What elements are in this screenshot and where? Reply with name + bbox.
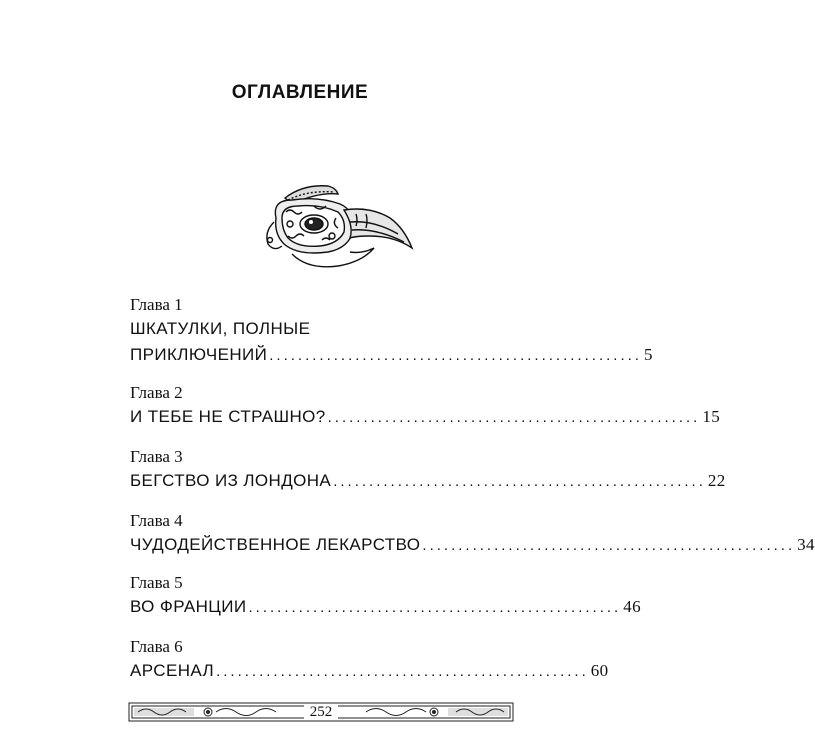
toc-entry-1[interactable]	[130, 294, 653, 369]
chapter-title-line: ШКАТУЛКИ, ПОЛНЫЕ	[130, 319, 311, 338]
page-number: 60	[590, 661, 609, 680]
toc-entry-5[interactable]	[130, 572, 642, 621]
chapter-label: Глава 5	[130, 573, 183, 592]
plague-doctor-mask-icon	[258, 178, 416, 278]
chapter-title	[130, 316, 653, 369]
chapter-title-line: ЧУДОДЕЙСТВЕННОЕ ЛЕКАРСТВО	[130, 535, 421, 554]
toc-entry-2[interactable]	[130, 382, 721, 431]
page-number: 15	[702, 407, 721, 426]
folio-page-number: 252	[304, 704, 339, 720]
chapter-title	[130, 468, 726, 495]
page-number: 46	[623, 597, 642, 616]
toc-entry-3[interactable]	[130, 446, 726, 495]
chapter-label: Глава 6	[130, 637, 183, 656]
chapter-title-line: ПРИКЛЮЧЕНИЙ	[130, 345, 268, 364]
toc-entry-6[interactable]	[130, 636, 609, 685]
chapter-title	[130, 532, 815, 559]
page-number: 5	[643, 345, 653, 364]
chapter-label: Глава 2	[130, 383, 183, 402]
chapter-title	[130, 658, 609, 685]
page-number: 22	[707, 471, 726, 490]
chapter-title-line: БЕГСТВО ИЗ ЛОНДОНА	[130, 471, 332, 490]
chapter-label: Глава 3	[130, 447, 183, 466]
chapter-title	[130, 404, 721, 431]
dot-leader: ....................................................	[248, 599, 622, 616]
dot-leader: ....................................................	[327, 409, 701, 426]
toc-entry-4[interactable]	[130, 510, 815, 559]
dot-leader: ....................................................	[422, 537, 796, 554]
dot-leader: ....................................................	[269, 347, 642, 364]
dot-leader: ....................................................	[333, 473, 706, 490]
chapter-label: Глава 4	[130, 511, 183, 530]
chapter-title	[130, 594, 642, 621]
page-number: 34	[797, 535, 815, 554]
chapter-label: Глава 1	[130, 295, 183, 314]
chapter-title-line: И ТЕБЕ НЕ СТРАШНО?	[130, 407, 326, 426]
page-title: ОГЛАВЛЕНИЕ	[231, 82, 369, 103]
chapter-title-line: АРСЕНАЛ	[130, 661, 215, 680]
page-footer	[128, 702, 514, 722]
chapter-title-line: ВО ФРАНЦИИ	[130, 597, 247, 616]
dot-leader: ....................................................	[216, 663, 589, 680]
